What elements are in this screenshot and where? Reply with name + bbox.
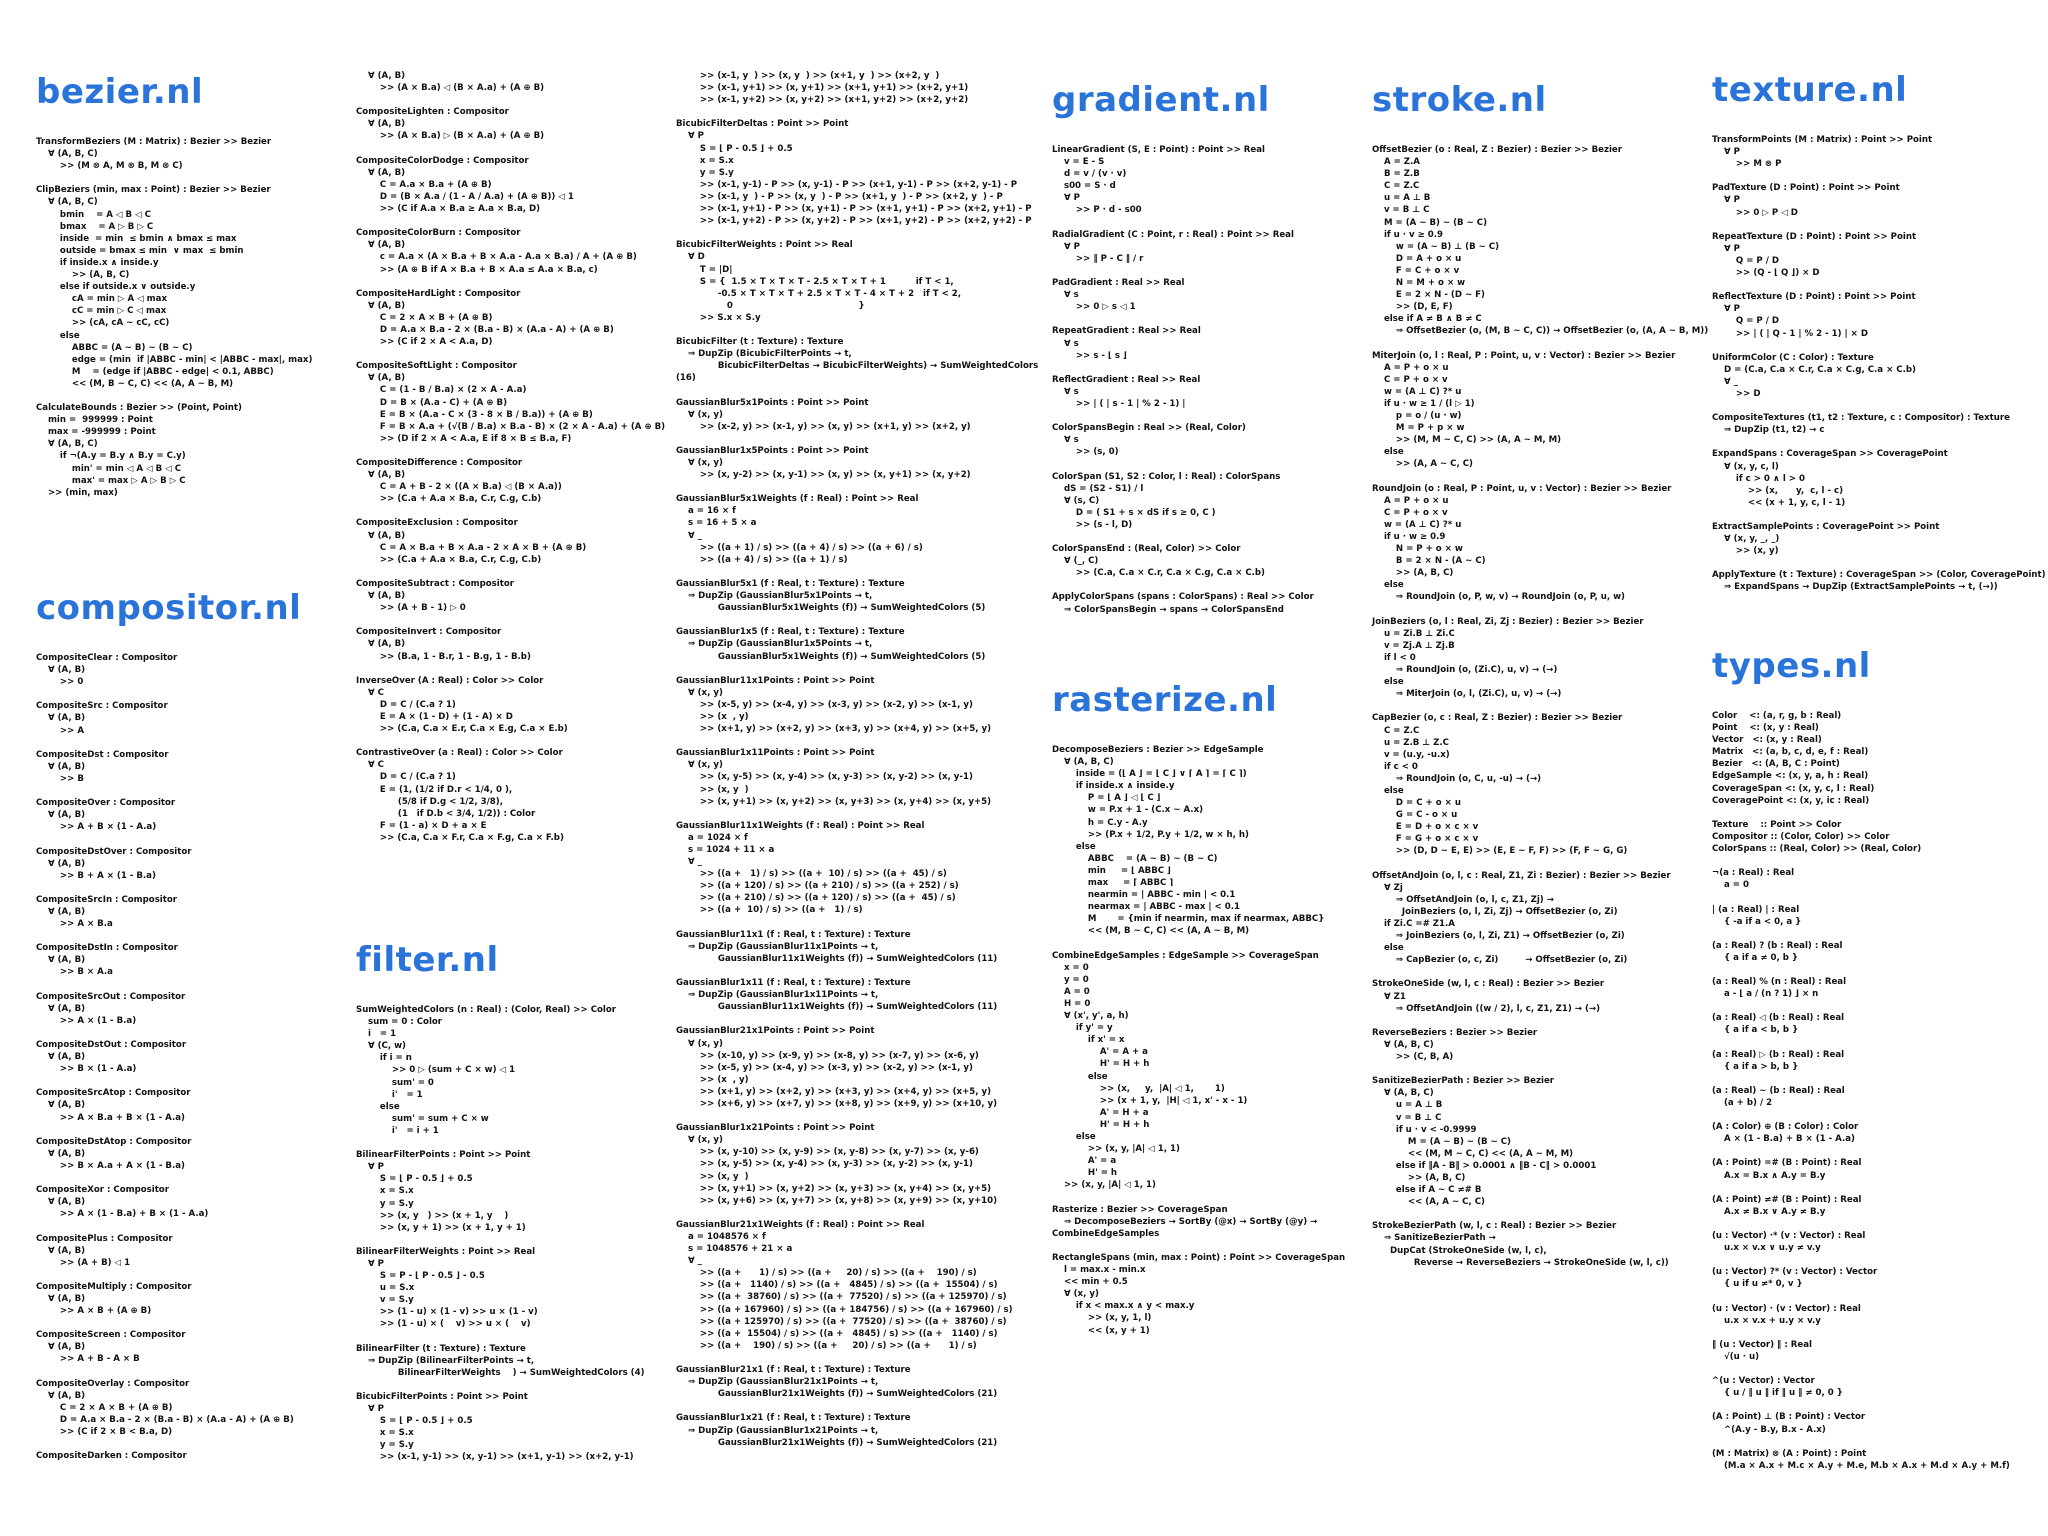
section-title-stroke: stroke.nl — [1372, 80, 1547, 120]
section-title-bezier: bezier.nl — [36, 72, 204, 112]
section-title-rasterize: rasterize.nl — [1052, 680, 1278, 720]
section-gradient — [1052, 80, 1352, 616]
code-block-compositor: CompositeClear : Compositor ∀ (A, B) >> 0 CompositeSrc : Compositor ∀ (A, B) >> A CompositeDst : Compositor ∀ (A, B) >> B CompositeOver : Compositor ∀ (A, B) >> A + B × (1 - A.a) CompositeDstOver : Compositor ∀ (A, B) >> B + A × (1 - B.a) CompositeSrcIn : Compositor ∀ (A, B) >> A × B.a CompositeDstIn : Compositor ∀ (A, B) >> B × A.a CompositeSrcOut : Compositor ∀ (A, B) >> A × (1 - B.a) CompositeDstOut : Compositor ∀ (A, B) >> B × (1 - A.a) CompositeSrcAtop : Compositor ∀ (A, B) >> A × B.a + B × (1 - A.a) CompositeDstAtop : Compositor ∀ (A, B) >> B × A.a + A × (1 - B.a) CompositeXor : Compositor ∀ (A, B) >> A × (1 - B.a) + B × (1 - A.a) CompositePlus : Compositor ∀ (A, B) >> (A + B) ◁ 1 CompositeMultiply : Compositor ∀ (A, B) >> A × B + (A ⊕ B) CompositeScreen : Compositor ∀ (A, B) >> A + B - A × B CompositeOverlay : Compositor ∀ (A, B) C = 2 × A × B + (A ⊕ B) D = A.a × B.a - 2 × (B.a - B) × (A.a - A) + (A ⊕ B) >> (C if 2 × B < B.a, D) CompositeDarken : Compositor — [36, 653, 294, 1462]
section-title-types: types.nl — [1712, 646, 1871, 686]
column-6 — [1712, 70, 2046, 1471]
code-block-gradient: LinearGradient (S, E : Point) : Point >> Real v = E - S d = v / (v · v) s00 = S · d ∀ P >> P · d - s00 RadialGradient (C : Point, r : Real) : Point >> Real ∀ P >> ‖ P - C ‖ / r PadGradient : Real >> Real ∀ s >> 0 ▷ s ◁ 1 RepeatGradient : Real >> Real ∀ s >> s - ⌊ s ⌋ ReflectGradient : Real >> Real ∀ s >> | ( | s - 1 | % 2 - 1) | ColorSpansBegin : Real >> (Real, Color) ∀ s >> (s, 0) ColorSpan (S1, S2 : Color, l : Real) : ColorSpans dS = (S2 - S1) / l ∀ (s, C) D = ( S1 + s × dS if s ≥ 0, C ) >> (s - l, D) ColorSpansEnd : (Real, Color) >> Color ∀ (_, C) >> (C.a, C.a × C.r, C.a × C.g, C.a × C.b) ApplyColorSpans (spans : ColorSpans) : Real >> Color ⇒ ColorSpansBegin → spans → ColorSpansEnd — [1052, 145, 1314, 615]
code-block-types: Color <: (a, r, g, b : Real) Point <: (x, y : Real) Vector <: (x, y : Real) Matrix <: (a, b, c, d, e, f : Real) Bezier <: (A, B, C : Point) EdgeSample <: (x, y, a, h : Real) CoverageSpan <: (x, y, c, l : Real) CoveragePoint <: (x, y, ic : Real) Texture :: Point >> Color Compositor :: (Color, Color) >> Color ColorSpans :: (Real, Color) >> (Real, Color) ¬(a : Real) : Real a = 0 | (a : Real) | : Real { -a if a < 0, a } (a : Real) ? (b : Real) : Real { a if a ≠ 0, b } (a : Real) % (n : Real) : Real a - ⌊ a / (n ? 1) ⌋ × n (a : Real) ◁ (b : Real) : Real { a if a < b, b } (a : Real) ▷ (b : Real) : Real { a if a > b, b } (a : Real) ~ (b : Real) : Real (a + b) / 2 (A : Color) ⊕ (B : Color) : Color A × (1 - B.a) + B × (1 - A.a) (A : Point) =# (B : Point) : Real A.x = B.x ∧ A.y = B.y (A : Point) ≠# (B : Point) : Real A.x ≠ B.x ∨ A.y ≠ B.y (u : Vector) ·* (v : Vector) : Real u.x × v.x ∨ u.y ≠ v.y (u : Vector) ?* (v : Vector) : Vector { u if u ≠* 0, v } (u : Vector) · (v : Vector) : Real u.x × v.x + u.y × v.y ‖ (u : Vector) ‖ : Real √(u · u) ^(u : Vector) : Vector { u / ‖ u ‖ if ‖ u ‖ ≠ 0, 0 } (A : Point) ⊥ (B : Point) : Vector ^(A.y - B.y, B.x - A.x) (M : Matrix) ⊗ (A : Point) : Point (M.a × A.x + M.c × A.y + M.e, M.b × A.x + M.d × A.y + M.f) — [1712, 711, 2010, 1471]
code-block-texture: TransformPoints (M : Matrix) : Point >> Point ∀ P >> M ⊗ P PadTexture (D : Point) : Point >> Point ∀ P >> 0 ▷ P ◁ D RepeatTexture (D : Point) : Point >> Point ∀ P Q = P / D >> (Q - ⌊ Q ⌋) × D ReflectTexture (D : Point) : Point >> Point ∀ P Q = P / D >> | ( | Q - 1 | % 2 - 1) | × D UniformColor (C : Color) : Texture D = (C.a, C.a × C.r, C.a × C.g, C.a × C.b) ∀ _ >> D CompositeTextures (t1, t2 : Texture, c : Compositor) : Texture ⇒ DupZip (t1, t2) → c ExpandSpans : CoverageSpan >> CoveragePoint ∀ (x, y, c, l) if c > 0 ∧ l > 0 >> (x, y, c, l - c) << (x + 1, y, c, l - 1) ExtractSamplePoints : CoveragePoint >> Point ∀ (x, y, _, _) >> (x, y) ApplyTexture (t : Texture) : CoverageSpan >> (Color, CoveragePoint) ⇒ ExpandSpans → DupZip (ExtractSamplePoints → t, (→)) — [1712, 135, 2046, 593]
code-block-bezier: TransformBeziers (M : Matrix) : Bezier >> Bezier ∀ (A, B, C) >> (M ⊗ A, M ⊗ B, M ⊗ C) ClipBeziers (min, max : Point) : Bezier >> Bezier ∀ (A, B, C) bmin = A ◁ B ◁ C bmax = A ▷ B ▷ C inside = min ≤ bmin ∧ bmax ≤ max outside = bmax ≤ min ∨ max ≤ bmin if inside.x ∧ inside.y >> (A, B, C) else if outside.x ∨ outside.y cA = min ▷ A ◁ max cC = min ▷ C ◁ max >> (cA, cA ~ cC, cC) else ABBC = (A ~ B) ~ (B ~ C) edge = (min if |ABBC - min| < |ABBC - max|, max) M = (edge if |ABBC - edge| < 0.1, ABBC) << (M, B ~ C, C) << (A, A ~ B, M) CalculateBounds : Bezier >> (Point, Point) min = 999999 : Point max = -999999 : Point ∀ (A, B, C) if ¬(A.y = B.y ∧ B.y = C.y) min' = min ◁ A ◁ B ◁ C max' = max ▷ A ▷ B ▷ C >> (min, max) — [36, 137, 313, 498]
section-filter — [356, 940, 645, 1464]
code-block-compositor-continued: ∀ (A, B) >> (A × B.a) ◁ (B × A.a) + (A ⊕ B) CompositeLighten : Compositor ∀ (A, B) >> (A × B.a) ▷ (B × A.a) + (A ⊕ B) CompositeColorDodge : Compositor ∀ (A, B) C = A.a × B.a + (A ⊕ B) D = (B × A.a / (1 - A / A.a) + (A ⊕ B)) ◁ 1 >> (C if A.a × B.a ≥ A.a × B.a, D) CompositeColorBurn : Compositor ∀ (A, B) c = A.a × (A × B.a + B × A.a - A.a × B.a) / A + (A ⊕ B) >> (A ⊕ B if A × B.a + B × A.a ≤ A.a × B.a, c) CompositeHardLight : Compositor ∀ (A, B) C = 2 × A × B + (A ⊕ B) D = A.a × B.a - 2 × (B.a - B) × (A.a - A) + (A ⊕ B) >> (C if 2 × A < A.a, D) CompositeSoftLight : Compositor ∀ (A, B) C = (1 - B / B.a) × (2 × A - A.a) D = B × (A.a - C) + (A ⊕ B) E = B × (A.a - C × (3 - 8 × B / B.a)) + (A ⊕ B) F = B × A.a + (√(B / B.a) × B.a - B) × (2 × A - A.a) + (A ⊕ B) >> (D if 2 × A < A.a, E if 8 × B ≤ B.a, F) CompositeDifference : Compositor ∀ (A, B) C = A + B - 2 × ((A × B.a) ◁ (B × A.a)) >> (C.a + A.a × B.a, C.r, C.g, C.b) CompositeExclusion : Compositor ∀ (A, B) C = A × B.a + B × A.a - 2 × A × B + (A ⊕ B) >> (C.a + A.a × B.a, C.r, C.g, C.b) CompositeSubtract : Compositor ∀ (A, B) >> (A + B - 1) ▷ 0 CompositeInvert : Compositor ∀ (A, B) >> (B.a, 1 - B.r, 1 - B.g, 1 - B.b) InverseOver (A : Real) : Color >> Color ∀ C D = C / (C.a ? 1) E = A × (1 - D) + (1 - A) × D >> (C.a, C.a × E.r, C.a × E.g, C.a × E.b) ContrastiveOver (a : Real) : Color >> Color ∀ C D = C / (C.a ? 1) E = (1, (1/2 if D.r < 1/4, 0 ), (5/8 if D.g < 1/2, 3/8), (1 if D.b < 3/4, 1/2)) : Color F = (1 - a) × D + a × E >> (C.a, C.a × F.r, C.a × F.g, C.a × F.b) — [356, 71, 666, 843]
column-3 — [676, 70, 1046, 1449]
section-bezier — [36, 72, 336, 499]
section-title-compositor: compositor.nl — [36, 588, 302, 628]
section-title-filter: filter.nl — [356, 940, 499, 980]
section-types — [1712, 646, 2010, 1472]
section-rasterize — [1052, 680, 1345, 1337]
section-compositor-continued — [356, 70, 666, 844]
code-block-filter: SumWeightedColors (n : Real) : (Color, Real) >> Color sum = 0 : Color i = 1 ∀ (C, w) if i = n >> 0 ▷ (sum + C × w) ◁ 1 sum' = 0 i' = 1 else sum' = sum + C × w i' = i + 1 BilinearFilterPoints : Point >> Point ∀ P S = ⌊ P - 0.5 ⌋ + 0.5 x = S.x y = S.y >> (x, y ) >> (x + 1, y ) >> (x, y + 1) >> (x + 1, y + 1) BilinearFilterWeights : Point >> Real ∀ P S = P - ⌊ P - 0.5 ⌋ - 0.5 u = S.x v = S.y >> (1 - u) × (1 - v) >> u × (1 - v) >> (1 - u) × ( v) >> u × ( v) BilinearFilter (t : Texture) : Texture ⇒ DupZip (BilinearFilterPoints → t, BilinearFilterWeights ) → SumWeightedColors (4) BicubicFilterPoints : Point >> Point ∀ P S = ⌊ P - 0.5 ⌋ + 0.5 x = S.x y = S.y >> (x-1, y-1) >> (x, y-1) >> (x+1, y-1) >> (x+2, y-1) — [356, 1005, 645, 1463]
section-texture — [1712, 70, 2046, 594]
code-block-filter-continued: >> (x-1, y ) >> (x, y ) >> (x+1, y ) >> (x+2, y ) >> (x-1, y+1) >> (x, y+1) >> (x+1, y+1) >> (x+2, y+1) >> (x-1, y+2) >> (x, y+2) >> (x+1, y+2) >> (x+2, y+2) BicubicFilterDeltas : Point >> Point ∀ P S = ⌊ P - 0.5 ⌋ + 0.5 x = S.x y = S.y >> (x-1, y-1) - P >> (x, y-1) - P >> (x+1, y-1) - P >> (x+2, y-1) - P >> (x-1, y ) - P >> (x, y ) - P >> (x+1, y ) - P >> (x+2, y ) - P >> (x-1, y+1) - P >> (x, y+1) - P >> (x+1, y+1) - P >> (x+2, y+1) - P >> (x-1, y+2) - P >> (x, y+2) - P >> (x+1, y+2) - P >> (x+2, y+2) - P BicubicFilterWeights : Point >> Real ∀ D T = |D| S = { 1.5 × T × T × T - 2.5 × T × T + 1 if T < 1, -0.5 × T × T × T + 2.5 × T × T - 4 × T + 2 if T < 2, 0 } >> S.x × S.y BicubicFilter (t : Texture) : Texture ⇒ DupZip (BicubicFilterPoints → t, BicubicFilterDeltas → BicubicFilterWeights) → SumWeightedColors (16) GaussianBlur5x1Points : Point >> Point ∀ (x, y) >> (x-2, y) >> (x-1, y) >> (x, y) >> (x+1, y) >> (x+2, y) GaussianBlur1x5Points : Point >> Point ∀ (x, y) >> (x, y-2) >> (x, y-1) >> (x, y) >> (x, y+1) >> (x, y+2) GaussianBlur5x1Weights (f : Real) : Point >> Real a = 16 × f s = 16 + 5 × a ∀ _ >> ((a + 1) / s) >> ((a + 4) / s) >> ((a + 6) / s) >> ((a + 4) / s) >> ((a + 1) / s) GaussianBlur5x1 (f : Real, t : Texture) : Texture ⇒ DupZip (GaussianBlur5x1Points → t, GaussianBlur5x1Weights (f)) → SumWeightedColors (5) GaussianBlur1x5 (f : Real, t : Texture) : Texture ⇒ DupZip (GaussianBlur1x5Points → t, GaussianBlur5x1Weights (f)) → SumWeightedColors (5) GaussianBlur11x1Points : Point >> Point ∀ (x, y) >> (x-5, y) >> (x-4, y) >> (x-3, y) >> (x-2, y) >> (x-1, y) >> (x , y) >> (x+1, y) >> (x+2, y) >> (x+3, y) >> (x+4, y) >> (x+5, y) GaussianBlur1x11Points : Point >> Point ∀ (x, y) >> (x, y-5) >> (x, y-4) >> (x, y-3) >> (x, y-2) >> (x, y-1) >> (x, y ) >> (x, y+1) >> (x, y+2) >> (x, y+3) >> (x, y+4) >> (x, y+5) GaussianBlur11x1Weights (f : Real) : Point >> Real a = 1024 × f s = 1024 + 11 × a ∀ _ >> ((a + 1) / s) >> ((a + 10) / s) >> ((a + 45) / s) >> ((a + 120) / s) >> ((a + 210) / s) >> ((a + 252) / s) >> ((a + 210) / s) >> ((a + 120) / s) >> ((a + 45) / s) >> ((a + 10) / s) >> ((a + 1) / s) GaussianBlur11x1 (f : Real, t : Texture) : Texture ⇒ DupZip (GaussianBlur11x1Points → t, GaussianBlur11x1Weights (f)) → SumWeightedColors (11) GaussianBlur1x11 (f : Real, t : Texture) : Texture ⇒ DupZip (GaussianBlur1x11Points → t, GaussianBlur11x1Weights (f)) → SumWeightedColors (11) GaussianBlur21x1Points : Point >> Point ∀ (x, y) >> (x-10, y) >> (x-9, y) >> (x-8, y) >> (x-7, y) >> (x-6, y) >> (x-5, y) >> (x-4, y) >> (x-3, y) >> (x-2, y) >> (x-1, y) >> (x , y) >> (x+1, y) >> (x+2, y) >> (x+3, y) >> (x+4, y) >> (x+5, y) >> (x+6, y) >> (x+7, y) >> (x+8, y) >> (x+9, y) >> (x+10, y) GaussianBlur1x21Points : Point >> Point ∀ (x, y) >> (x, y-10) >> (x, y-9) >> (x, y-8) >> (x, y-7) >> (x, y-6) >> (x, y-5) >> (x, y-4) >> (x, y-3) >> (x, y-2) >> (x, y-1) >> (x, y ) >> (x, y+1) >> (x, y+2) >> (x, y+3) >> (x, y+4) >> (x, y+5) >> (x, y+6) >> (x, y+7) >> (x, y+8) >> (x, y+9) >> (x, y+10) GaussianBlur21x1Weights (f : Real) : Point >> Real a = 1048576 × f s = 1048576 + 21 × a ∀ _ >> ((a + 1) / s) >> ((a + 20) / s) >> ((a + 190) / s) >> ((a + 1140) / s) >> ((a + 4845) / s) >> ((a + 15504) / s) >> ((a + 38760) / s) >> ((a + 77520) / s) >> ((a + 125970) / s) >> ((a + 167960) / s) >> ((a + 184756) / s) >> ((a + 167960) / s) >> ((a + 125970) / s) >> ((a + 77520) / s) >> ((a + 38760) / s) >> ((a + 15504) / s) >> ((a + 4845) / s) >> ((a + 1140) / s) >> ((a + 190) / s) >> ((a + 20) / s) >> ((a + 1) / s) GaussianBlur21x1 (f : Real, t : Texture) : Texture ⇒ DupZip (GaussianBlur21x1Points → t, GaussianBlur21x1Weights (f)) → SumWeightedColors (21) GaussianBlur1x21 (f : Real, t : Texture) : Texture ⇒ DupZip (GaussianBlur1x21Points → t, GaussianBlur21x1Weights (f)) → SumWeightedColors (21) — [676, 71, 1039, 1448]
code-block-stroke: OffsetBezier (o : Real, Z : Bezier) : Bezier >> Bezier A = Z.A B = Z.B C = Z.C u = A ⊥ B v = B ⊥ C M = (A ~ B) ~ (B ~ C) if u · v ≥ 0.9 w = (A ~ B) ⊥ (B ~ C) D = A + o × u F = C + o × v N = M + o × w E = 2 × N - (D ~ F) >> (D, E, F) else if A ≠ B ∧ B ≠ C ⇒ OffsetBezier (o, (M, B ~ C, C)) → OffsetBezier (o, (A, A ~ B, M)) MiterJoin (o, l : Real, P : Point, u, v : Vector) : Bezier >> Bezier A = P + o × u C = P + o × v w = (A ⊥ C) ?* u if u · w ≥ 1 / (l ▷ 1) p = o / (u · w) M = P + p × w >> (M, M ~ C, C) >> (A, A ~ M, M) else >> (A, A ~ C, C) RoundJoin (o : Real, P : Point, u, v : Vector) : Bezier >> Bezier A = P + o × u C = P + o × v w = (A ⊥ C) ?* u if u · w ≥ 0.9 N = P + o × w B = 2 × N - (A ~ C) >> (A, B, C) else ⇒ RoundJoin (o, P, w, v) → RoundJoin (o, P, u, w) JoinBeziers (o, l : Real, Zi, Zj : Bezier) : Bezier >> Bezier u = Zi.B ⊥ Zi.C v = Zj.A ⊥ Zj.B if l < 0 ⇒ RoundJoin (o, (Zi.C), u, v) → (→) else ⇒ MiterJoin (o, l, (Zi.C), u, v) → (→) CapBezier (o, c : Real, Z : Bezier) : Bezier >> Bezier C = Z.C u = Z.B ⊥ Z.C v = (u.y, -u.x) if c < 0 ⇒ RoundJoin (o, C, u, -u) → (→) else D = C + o × u G = C - o × u E = D + o × c × v F = G + o × c × v >> (D, D ~ E, E) >> (E, E ~ F, F) >> (F, F ~ G, G) OffsetAndJoin (o, l, c : Real, Z1, Zi : Bezier) : Bezier >> Bezier ∀ Zj ⇒ OffsetAndJoin (o, l, c, Z1, Zj) → JoinBeziers (o, l, Zi, Zj) → OffsetBezier (o, Zi) if Zi.C =# Z1.A ⇒ JoinBeziers (o, l, Zi, Z1) → OffsetBezier (o, Zi) else ⇒ CapBezier (o, c, Zi) → OffsetBezier (o, Zi) StrokeOneSide (w, l, c : Real) : Bezier >> Bezier ∀ Z1 ⇒ OffsetAndJoin ((w / 2), l, c, Z1, Z1) → (→) ReverseBeziers : Bezier >> Bezier ∀ (A, B, C) >> (C, B, A) SanitizeBezierPath : Bezier >> Bezier ∀ (A, B, C) u = A ⊥ B v = B ⊥ C if u · v < -0.9999 M = (A ~ B) ~ (B ~ C) << (M, M ~ C, C) << (A, A ~ M, M) else if ‖A - B‖ > 0.0001 ∧ ‖B - C‖ > 0.0001 >> (A, B, C) else if A ~ C ≠# B << (A, A ~ C, C) StrokeBezierPath (w, l, c : Real) : Bezier >> Bezier ⇒ SanitizeBezierPath → DupCat (StrokeOneSide (w, l, c), Reverse → ReverseBeziers → StrokeOneSide (w, l, c)) — [1372, 145, 1709, 1268]
section-compositor — [36, 588, 301, 1462]
column-1 — [36, 72, 336, 1462]
section-filter-continued — [676, 70, 1046, 1449]
section-title-texture: texture.nl — [1712, 70, 1908, 110]
column-5 — [1372, 80, 1709, 1269]
column-2 — [356, 70, 666, 1463]
column-4 — [1052, 80, 1352, 1336]
section-title-gradient: gradient.nl — [1052, 80, 1270, 120]
code-block-rasterize: DecomposeBeziers : Bezier >> EdgeSample ∀ (A, B, C) inside = (⌊ A ⌋ = ⌊ C ⌋ ∨ ⌈ A ⌉ = ⌈ C ⌉) if inside.x ∧ inside.y P = ⌊ A ⌋ ◁ ⌊ C ⌋ w = P.x + 1 - (C.x ~ A.x) h = C.y - A.y >> (P.x + 1/2, P.y + 1/2, w × h, h) else ABBC = (A ~ B) ~ (B ~ C) min = ⌊ ABBC ⌋ max = ⌈ ABBC ⌉ nearmin = | ABBC - min | < 0.1 nearmax = | ABBC - max | < 0.1 M = {min if nearmin, max if nearmax, ABBC} << (M, B ~ C, C) << (A, A ~ B, M) CombineEdgeSamples : EdgeSample >> CoverageSpan x = 0 y = 0 A = 0 H = 0 ∀ (x', y', a, h) if y' = y if x' = x A' = A + a H' = H + h else >> (x, y, |A| ◁ 1, 1) >> (x + 1, y, |H| ◁ 1, x' - x - 1) A' = H + a H' = H + h else >> (x, y, |A| ◁ 1, 1) A' = a H' = h >> (x, y, |A| ◁ 1, 1) Rasterize : Bezier >> CoverageSpan ⇒ DecomposeBeziers → SortBy (@x) → SortBy (@y) → CombineEdgeSamples RectangleSpans (min, max : Point) : Point >> CoverageSpan l = max.x - min.x << min + 0.5 ∀ (x, y) if x < max.x ∧ y < max.y >> (x, y, 1, l) << (x, y + 1) — [1052, 745, 1346, 1336]
section-stroke — [1372, 80, 1709, 1269]
